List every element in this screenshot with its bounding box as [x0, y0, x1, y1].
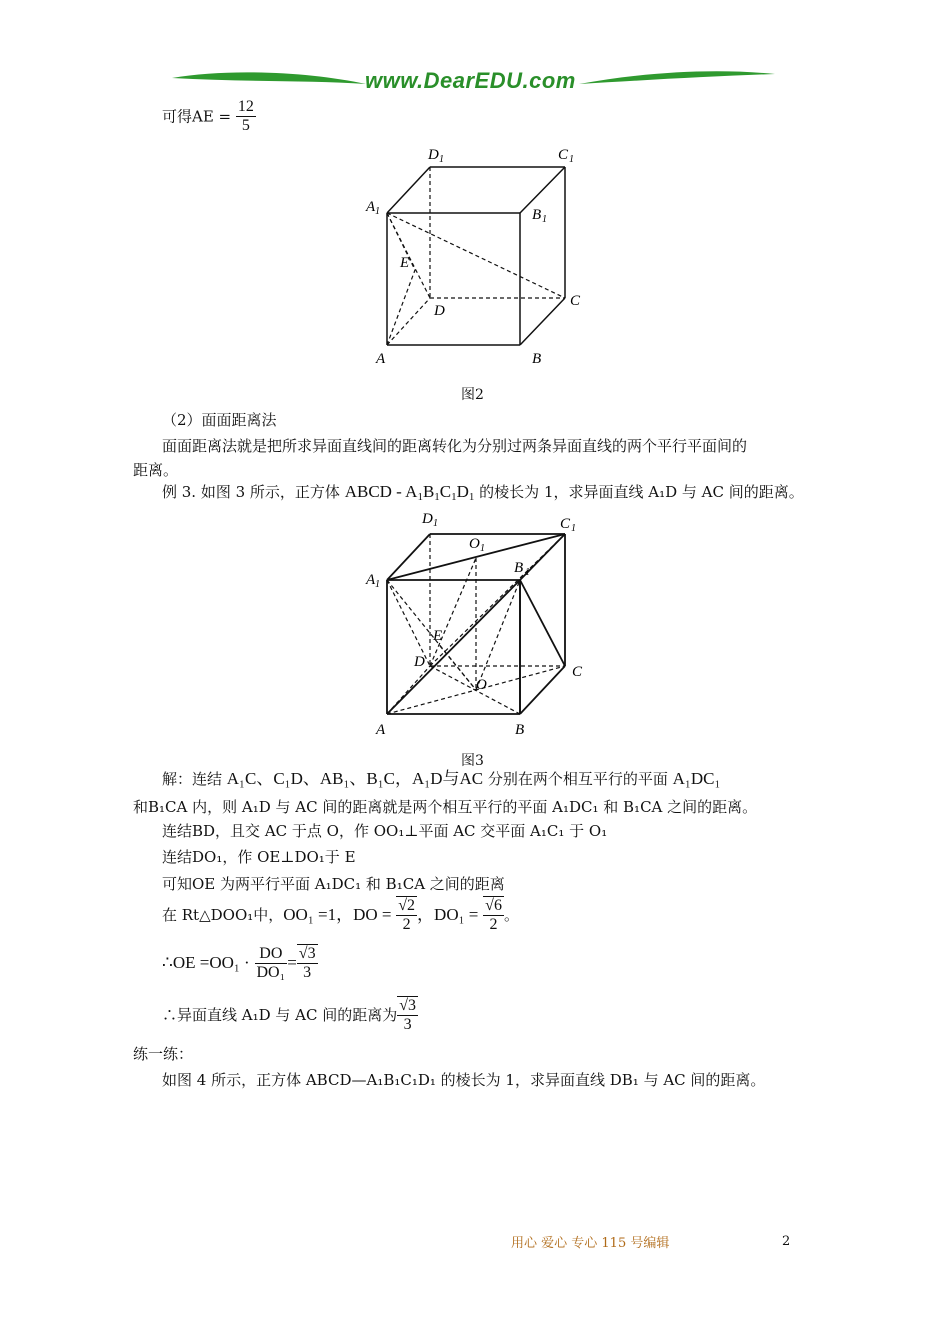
solution-line8: ∴异面直线 A₁D 与 AC 间的距离为 $\frac{√3}{3}$ — [162, 997, 417, 1033]
fig3-sub-C1: 1 — [571, 523, 576, 534]
fig3-label-D1: D — [422, 511, 433, 527]
fig2-label-C: C — [570, 293, 581, 309]
oe-ratio-fraction: $\frac{DO}{\text{DO₁}}$ — [256, 944, 286, 981]
fig2-label-C1: C — [558, 147, 569, 163]
practice-text: 如图 4 所示，正方体 ABCD—A₁B₁C₁D₁ 的棱长为 1，求异面直线 DB₁ 与 AC 间的距离。 — [162, 1071, 766, 1089]
answer-fraction: $\frac{√3}{3}$ — [399, 997, 417, 1033]
solution-line3: 连结BD，且交 AC 于点 O，作 OO₁⊥平面 AC 交平面 A₁C₁ 于 O₁ — [162, 822, 608, 840]
solution-line2: 和B₁CA 内，则 A₁D 与 AC 间的距离就是两个相互平行的平面 A₁DC₁ 和 B₁CA 之间的距离。 — [133, 798, 758, 816]
fig2-sub-A1: 1 — [375, 206, 380, 217]
fig2-label-B: B — [532, 351, 542, 367]
logo-text: www.DearEDU.com — [365, 68, 576, 93]
ae-den: 5 — [236, 116, 256, 135]
solution-line5: 可知OE 为两平行平面 A₁DC₁ 和 B₁CA 之间的距离 — [162, 875, 505, 893]
fig3-label-O1: O — [469, 536, 480, 552]
example-3-suffix: 的棱长为 1，求异面直线 A₁D 与 AC 间的距离。 — [474, 483, 804, 501]
page-number: 2 — [782, 1234, 791, 1249]
fig3-label-E: E — [433, 628, 443, 644]
fig3-sub-O1: 1 — [480, 543, 485, 554]
section-heading: （2）面面距离法 — [162, 411, 277, 429]
solution-line6: 在 Rt△DOO₁中，OO₁ =1，DO = $\frac{√2}{2}$ ，DO₁ = $\frac{√6}{2}$ 。 — [162, 897, 519, 933]
fig2-sub-C1: 1 — [569, 154, 574, 165]
fig3-sub-B1: 1 — [525, 567, 530, 578]
solution-line4: 连结DO₁，作 OE⊥DO₁于 E — [162, 848, 356, 866]
intro-line — [162, 98, 256, 135]
example-3-line — [162, 482, 804, 507]
figure-3-caption: 图3 — [461, 753, 484, 769]
footer-slogan: 用心 爱心 专心 115 号编辑 — [511, 1236, 670, 1251]
figure-2-cube — [360, 145, 620, 370]
fig3-label-A1: A — [366, 572, 376, 588]
fig3-sub-A1: 1 — [375, 579, 380, 590]
do1-fraction: $\frac{√6}{2}$ — [485, 897, 502, 933]
example-3-prefix: 例 3. 如图 3 所示，正方体 — [162, 483, 345, 501]
intro-prefix: 可得AE = — [162, 107, 232, 126]
fig2-label-A: A — [376, 351, 386, 367]
section-desc-line1: 面面距离法就是把所求异面直线间的距离转化为分别过两条异面直线的两个平行平面间的 — [162, 437, 748, 455]
fig3-label-B1: B — [514, 560, 524, 576]
do-fraction: $\frac{√2}{2}$ — [398, 897, 416, 933]
fig3-sub-D1: 1 — [433, 518, 438, 529]
fig3-label-A: A — [376, 722, 386, 738]
fig3-label-O: O — [476, 677, 487, 693]
fig3-label-C1: C — [560, 516, 571, 532]
fig2-label-D1: D — [428, 147, 439, 163]
fig2-label-A1: A — [366, 199, 376, 215]
solution-line7: ∴OE =OO₁ · $\frac{DO}{\text{DO₁}}$ = $\frac{√3}{3}$ — [162, 944, 316, 981]
fig2-label-E: E — [400, 255, 410, 271]
header-logo — [170, 60, 780, 100]
fig2-label-D: D — [434, 303, 445, 319]
ae-fraction — [236, 98, 256, 135]
right-swoosh-icon — [575, 68, 775, 98]
fig3-label-C: C — [572, 664, 583, 680]
figure-2-caption: 图2 — [461, 387, 484, 403]
figure-3-cube — [360, 508, 620, 743]
solution-line1: 解：连结 A₁C、C₁D、AB₁、B₁C，A₁D与AC 分别在两个相互平行的平面 A₁DC₁ — [162, 769, 721, 788]
fig2-sub-D1: 1 — [439, 154, 444, 165]
fig2-sub-B1: 1 — [542, 214, 547, 225]
left-swoosh-icon — [170, 68, 370, 98]
practice-heading: 练一练： — [133, 1045, 194, 1063]
example-3-cube: ABCD - $A_1B_1C_1D_1$ — [344, 482, 475, 503]
oe-result-fraction: $\frac{√3}{3}$ — [298, 945, 316, 981]
fig2-label-B1: B — [532, 207, 542, 223]
fig3-label-D: D — [414, 654, 425, 670]
section-desc-line2: 距离。 — [133, 461, 179, 479]
fig3-label-B: B — [515, 722, 525, 738]
ae-num: 12 — [237, 98, 254, 115]
